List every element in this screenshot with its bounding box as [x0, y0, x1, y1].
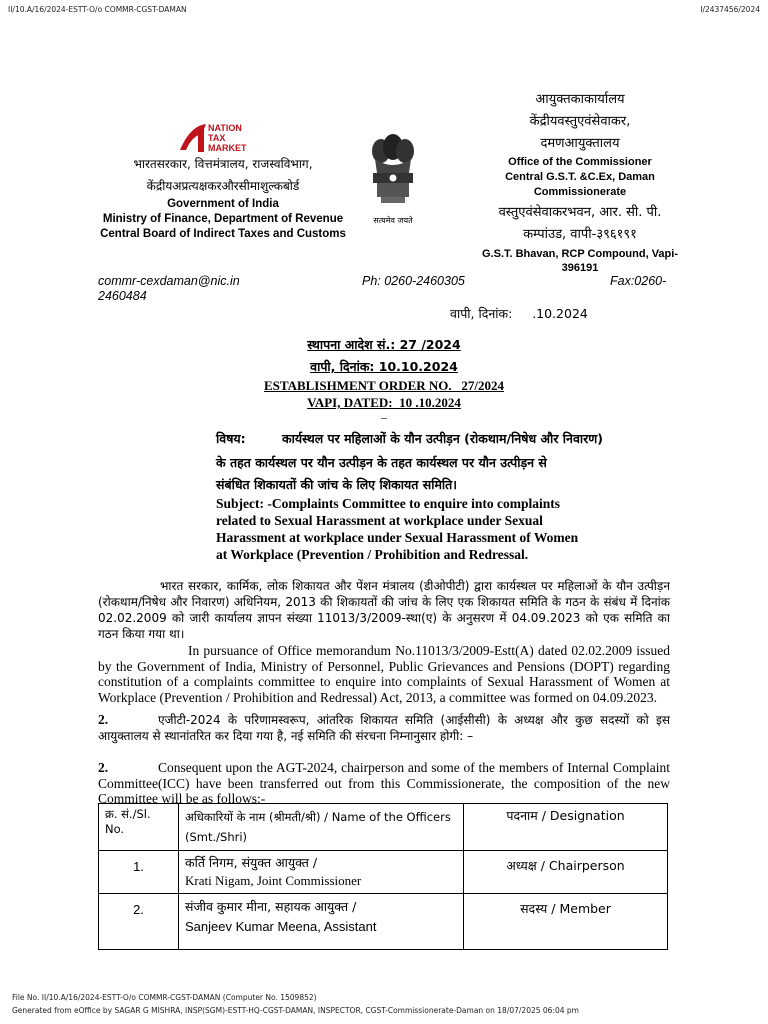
row-2-sl-no: 2.: [99, 894, 179, 950]
row-2-name-hindi: संजीव कुमार मीना, सहायक आयुक्त /: [185, 899, 357, 914]
contact-phone: Ph: 0260-2460305: [362, 274, 465, 288]
national-emblem-icon: [365, 133, 421, 223]
committee-table: [98, 803, 668, 950]
footer-file-number: File No. II/10.A/16/2024-ESTT-O/o COMMR-CGST-DAMAN (Computer No. 1509852): [12, 993, 317, 1002]
right-header-hindi-2: केंद्रीयवस्तुएवंसेवाकर,: [529, 114, 631, 129]
date-line: वापी, दिनांक: .10.2024: [450, 306, 588, 321]
subject-hindi-line-3: संबंधित शिकायतों की जांच के लिए शिकायत समिति।: [216, 477, 458, 492]
order-number-english: ESTABLISHMENT ORDER NO. 27/2024: [263, 378, 505, 393]
paragraph-2-hindi: एजीटी-2024 के परिणामस्वरूप, आंतरिक शिकायत समिति (आईसीसी) के अध्यक्ष और कुछ सदस्यों को इस आयुक्तालय से स्थानांतरित कर दिया गया है, नई समिति की संरचना निम्नानुसार होगी: –: [98, 713, 670, 743]
order-date-english: VAPI, DATED: 10 .10.2024: [307, 395, 461, 410]
right-header-office: Office of the Commissioner: [508, 156, 652, 168]
row-2-officer: [179, 894, 464, 950]
document-number-top: I/2437456/2024: [700, 5, 760, 14]
left-header-govt: Government of India: [167, 198, 279, 210]
row-1-name-hindi: कर्ति निगम, संयुक्त आयुक्त /: [185, 855, 318, 870]
logo-text-line3: MARKET: [208, 143, 247, 153]
order-number-hindi: स्थापना आदेश सं.: 27 /2024: [307, 337, 461, 352]
subject-english-line-1: Subject: -Complaints Committee to enquire into complaints: [216, 496, 560, 511]
table-header-row: [99, 804, 668, 851]
paragraph-2-number-english: 2.: [98, 760, 109, 775]
order-date-hindi: वापी, दिनांक: 10.10.2024: [310, 359, 458, 374]
paragraph-1-hindi: भारत सरकार, कार्मिक, लोक शिकायत और पेंशन मंत्रालय (डीओपीटी) द्वारा कार्यस्थल पर महिलाओं के यौन उत्पीड़न (रोकथाम/निषेध और निवारण) अधिनियम, 2013 की शिकायतों की जांच के लिए एक शिकायत समिति के गठन के संबंध में दिनांक 02.02.2009 को जारी कार्यालय ज्ञापन संख्या 11013/3/2009-स्था(ए) के अनुसरण में 04.09.2023 को एक समिति का गठन किया गया था।: [98, 579, 670, 641]
right-header-hindi-1: आयुक्तकाकार्यालय: [535, 92, 625, 107]
right-header-hindi-5: कम्पांउड, वापी-३९६१९१: [523, 227, 637, 242]
row-1-officer: [179, 851, 464, 894]
subject-english-line-4: at Workplace (Prevention / Prohibition and Redressal.: [216, 547, 529, 562]
row-1-designation: अध्यक्ष / Chairperson: [464, 851, 668, 894]
subject-label-hindi: विषय:: [216, 431, 246, 446]
left-header-ministry: Ministry of Finance, Department of Revenue: [102, 213, 344, 225]
right-header-cgst: Central G.S.T. &C.Ex, Daman: [505, 171, 655, 183]
row-2-name-english: Sanjeev Kumar Meena, Assistant: [185, 919, 377, 934]
paragraph-2-number-hindi: 2.: [98, 712, 109, 727]
subject-english-line-2: related to Sexual Harassment at workplace under Sexual: [216, 513, 543, 528]
order-dash: –: [381, 410, 387, 424]
row-2-designation: सदस्य / Member: [464, 894, 668, 950]
contact-fax: Fax:0260-: [610, 274, 667, 288]
paragraph-2-english: Consequent upon the AGT-2024, chairperson and some of the members of Internal Complaint Committee(ICC) have been transferred out from this Commissionerate, the composition of the new Committee will be as follows:-: [98, 760, 670, 806]
emblem-motto: सत्यमेव जयते: [373, 216, 413, 225]
left-header-cbic: Central Board of Indirect Taxes and Customs: [100, 228, 346, 240]
footer-generated-by: Generated from eOffice by SAGAR G MISHRA, INSP(SGM)-ESTT-HQ-CGST-DAMAN, INSPECTOR, CGST-Commissionerate-Daman on 18/07/2025 06:04 pm: [12, 1006, 579, 1015]
right-header-hindi-3: दमणआयुक्तालय: [540, 136, 620, 151]
right-header-hindi-4: वस्तुएवंसेवाकरभवन, आर. सी. पी.: [498, 205, 662, 220]
row-1-name-english: Krati Nigam, Joint Commissioner: [185, 873, 362, 888]
paragraph-1-english: In pursuance of Office memorandum No.11013/3/2009-Estt(A) dated 02.02.2009 issued by the Government of India, Ministry of Personnel, Public Grievances and Pensions (DOPT) regarding constitution of a complaints committee to enquire into complaints of Sexual Harassment of Women at Workplace (Prevention / Prohibition and Redressal) Act, 2013, a committee was formed on 04.09.2023.: [98, 643, 670, 705]
left-header-hindi-1: भारतसरकार, वित्तमंत्रालय, राजस्वविभाग,: [133, 157, 313, 171]
table-row: [99, 894, 668, 950]
logo-text-line2: TAX: [208, 133, 226, 143]
logo-text-line1: NATION: [208, 123, 242, 133]
right-header-commissionerate: Commissionerate: [533, 186, 627, 198]
header-designation: पदनाम / Designation: [464, 804, 668, 851]
right-header-address-2: 396191: [561, 262, 599, 274]
subject-english-line-3: Harassment at workplace under Sexual Harassment of Women: [216, 530, 579, 545]
left-header-hindi-2: केंद्रीयअप्रत्यक्षकरऔरसीमाशुल्कबोर्ड: [146, 179, 300, 193]
contact-email: commr-cexdaman@nic.in: [98, 274, 240, 288]
table-row: [99, 851, 668, 894]
right-header-address-1: G.S.T. Bhavan, RCP Compound, Vapi-: [482, 248, 678, 260]
nation-tax-market-logo: [176, 120, 266, 156]
subject-hindi-line-1: कार्यस्थल पर महिलाओं के यौन उत्पीड़न (रोकथाम/निषेध और निवारण): [282, 431, 604, 446]
contact-fax-cont: 2460484: [98, 289, 147, 303]
header-sl-no: क्र. सं./Sl. No.: [99, 804, 179, 851]
row-1-sl-no: 1.: [99, 851, 179, 894]
header-officer-name: अधिकारियों के नाम (श्रीमती/श्री) / Name of the Officers (Smt./Shri): [179, 804, 464, 851]
file-reference-top: II/10.A/16/2024-ESTT-O/o COMMR-CGST-DAMAN: [8, 5, 187, 14]
subject-hindi-line-2: के तहत कार्यस्थल पर यौन उत्पीड़न के तहत कार्यस्थल पर यौन उत्पीड़न से: [216, 455, 547, 470]
